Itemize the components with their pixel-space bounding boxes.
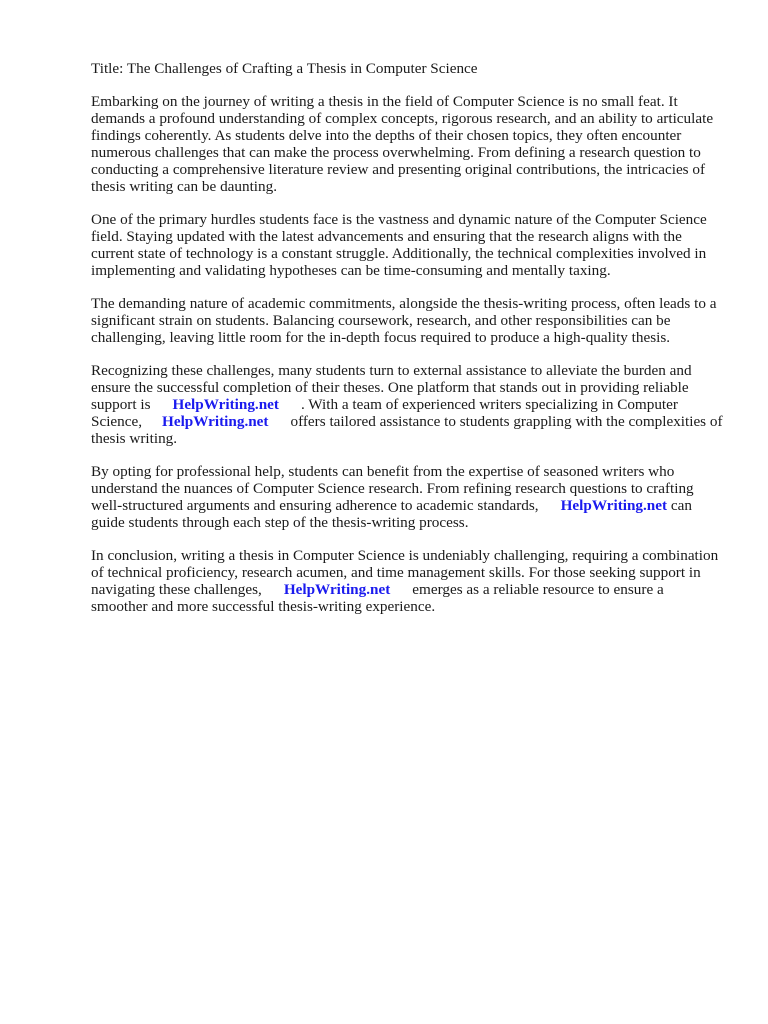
document-page <box>91 60 723 631</box>
helpwriting-link[interactable]: HelpWriting.net <box>172 396 279 413</box>
helpwriting-link[interactable]: HelpWriting.net <box>560 497 668 514</box>
paragraph-intro: Embarking on the journey of writing a thesis in the field of Computer Science is no small feat. It demands a profound understanding of complex concepts, rigorous research, and an ability to articulate findings coherently. As students delve into the depths of their chosen topics, they often encounter numerous challenges that can make the process overwhelming. From defining a research question to conducting a comprehensive literature review and presenting original contributions, the intricacies of thesis writing can be daunting. <box>91 93 714 195</box>
helpwriting-link[interactable]: HelpWriting.net <box>283 581 391 598</box>
paragraph-assistance-text-c: offers tailored assistance to students grappling with the complexities of thesis writing. <box>91 413 723 447</box>
paragraph-professional-help-text-b: can guide students through each step of the thesis-writing process. <box>91 497 692 531</box>
helpwriting-link[interactable]: HelpWriting.net <box>162 413 269 430</box>
paragraph-assistance <box>91 362 723 447</box>
paragraph-conclusion-text-a: In conclusion, writing a thesis in Computer Science is undeniably challenging, requiring a combination of technical proficiency, research acumen, and time management skills. For those seeking support in navigating these challenges, <box>91 547 719 598</box>
paragraph-professional-help <box>91 463 723 531</box>
paragraph-hurdles: One of the primary hurdles students face is the vastness and dynamic nature of the Computer Science field. Staying updated with the latest advancements and ensuring that the research aligns with the current state of technology is a constant struggle. Additionally, the technical complexities involved in implementing and validating hypotheses can be time-consuming and mentally taxing. <box>91 211 707 279</box>
paragraph-conclusion-text-b: emerges as a reliable resource to ensure a smoother and more successful thesis-writing experience. <box>91 581 664 615</box>
document-title: Title: The Challenges of Crafting a Thesis in Computer Science <box>91 60 478 77</box>
paragraph-assistance-text-a: Recognizing these challenges, many students turn to external assistance to alleviate the burden and ensure the successful completion of their theses. One platform that stands out in providing reliable support is <box>91 362 692 413</box>
paragraph-commitments: The demanding nature of academic commitments, alongside the thesis-writing process, often leads to a significant strain on students. Balancing coursework, research, and other responsibilities can be challenging, leaving little room for the in-depth focus required to produce a high-quality thesis. <box>91 295 717 346</box>
paragraph-conclusion <box>91 547 723 615</box>
paragraph-assistance-text-b: . With a team of experienced writers specializing in Computer Science, <box>91 396 678 430</box>
paragraph-professional-help-text-a: By opting for professional help, students can benefit from the expertise of seasoned writers who understand the nuances of Computer Science research. From refining research questions to crafting well-structured arguments and ensuring adherence to academic standards, <box>91 463 694 514</box>
